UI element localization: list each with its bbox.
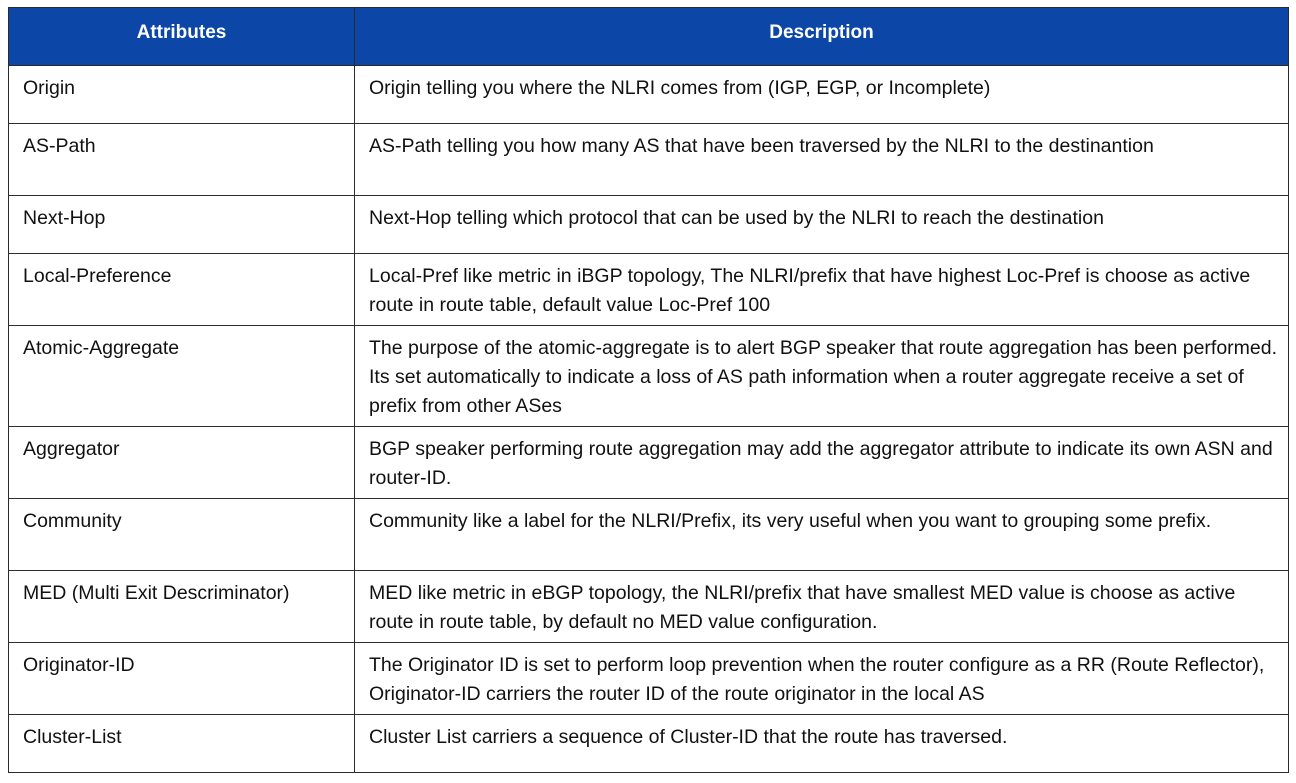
attribute-cell: AS-Path: [9, 124, 355, 196]
attribute-cell: Community: [9, 499, 355, 571]
table-row: [9, 124, 1289, 196]
table-container: [8, 7, 1288, 773]
description-cell: The purpose of the atomic-aggregate is to alert BGP speaker that route aggregation has been performed. Its set automatically to indicate a loss of AS path information when a router aggregate receive a set of prefix from other ASes: [355, 326, 1289, 427]
table-row: [9, 499, 1289, 571]
table-row: [9, 66, 1289, 124]
table-row: [9, 571, 1289, 643]
description-cell: Community like a label for the NLRI/Prefix, its very useful when you want to grouping some prefix.: [355, 499, 1289, 571]
description-cell: The Originator ID is set to perform loop prevention when the router configure as a RR (Route Reflector), Originator-ID carriers the router ID of the route originator in the local AS: [355, 643, 1289, 715]
table-row: [9, 326, 1289, 427]
table-row: [9, 254, 1289, 326]
attribute-cell: Atomic-Aggregate: [9, 326, 355, 427]
column-header-description: Description: [355, 8, 1289, 66]
attribute-cell: MED (Multi Exit Descriminator): [9, 571, 355, 643]
table-row: [9, 643, 1289, 715]
description-cell: Next-Hop telling which protocol that can be used by the NLRI to reach the destination: [355, 196, 1289, 254]
description-cell: BGP speaker performing route aggregation may add the aggregator attribute to indicate its own ASN and router-ID.: [355, 427, 1289, 499]
attribute-cell: Originator-ID: [9, 643, 355, 715]
description-cell: AS-Path telling you how many AS that have been traversed by the NLRI to the destinantion: [355, 124, 1289, 196]
table-header-row: [9, 8, 1289, 66]
description-cell: Local-Pref like metric in iBGP topology, The NLRI/prefix that have highest Loc-Pref is choose as active route in route table, default value Loc-Pref 100: [355, 254, 1289, 326]
description-cell: Origin telling you where the NLRI comes from (IGP, EGP, or Incomplete): [355, 66, 1289, 124]
attribute-cell: Origin: [9, 66, 355, 124]
description-cell: Cluster List carriers a sequence of Cluster-ID that the route has traversed.: [355, 715, 1289, 773]
attribute-cell: Aggregator: [9, 427, 355, 499]
attribute-cell: Next-Hop: [9, 196, 355, 254]
attribute-cell: Cluster-List: [9, 715, 355, 773]
column-header-attributes: Attributes: [9, 8, 355, 66]
bgp-attributes-table: [8, 7, 1289, 773]
table-row: [9, 427, 1289, 499]
attribute-cell: Local-Preference: [9, 254, 355, 326]
table-row: [9, 196, 1289, 254]
table-row: [9, 715, 1289, 773]
description-cell: MED like metric in eBGP topology, the NLRI/prefix that have smallest MED value is choose as active route in route table, by default no MED value configuration.: [355, 571, 1289, 643]
